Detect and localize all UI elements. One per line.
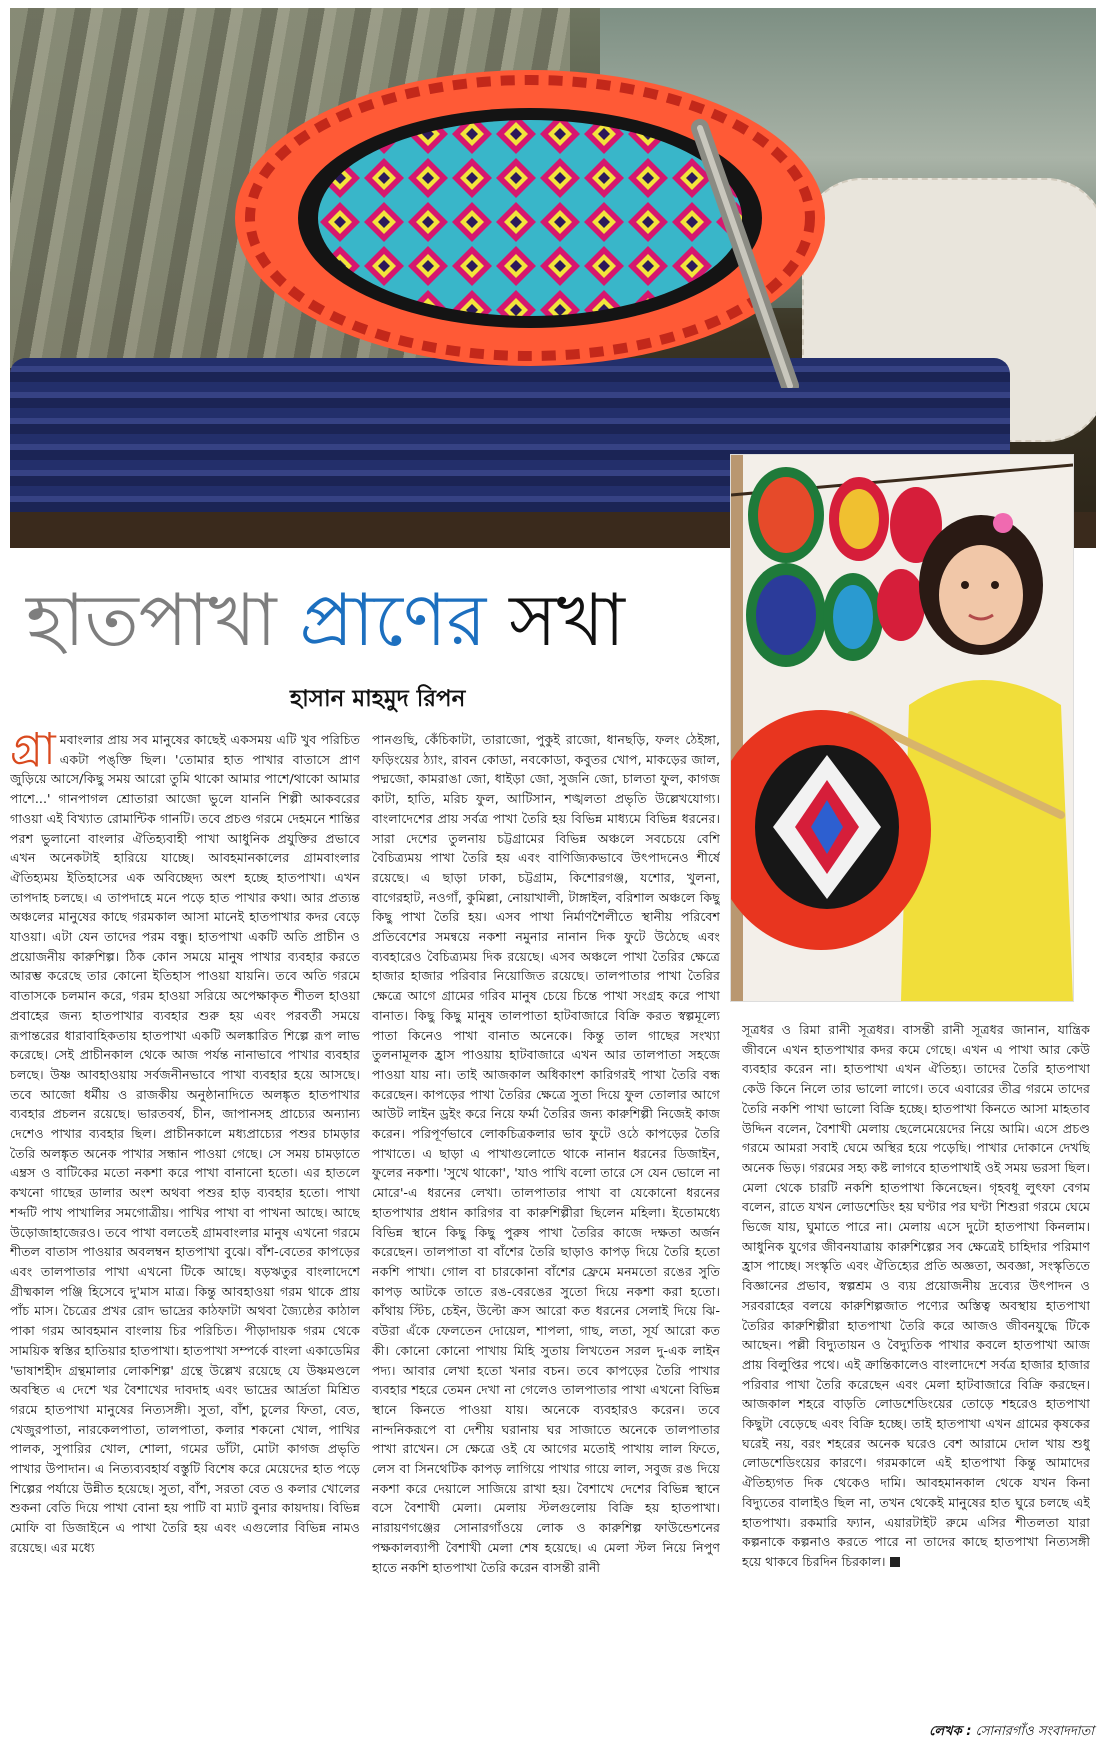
credit-label: লেখক : [929, 1724, 972, 1739]
headline-word-3: সখা [509, 578, 625, 662]
article-column-2 [372, 730, 720, 1748]
article-column-3 [742, 1020, 1090, 1708]
article-paragraph [10, 730, 360, 1558]
column-1-text: মবাংলার প্রায় সব মানুষের কাছেই একসময় এটি খুব পরিচিত একটা পঙ্‌ক্তি ছিল। 'তোমার হাত পাখার বাতাসে প্রাণ জুড়িয়ে আসে/কিছু সময় আরো তুমি থাকো আমার পাশে/থাকো আমার পাশে...' গানপাগল শ্রোতারা আজো ভুলে যাননি শিল্পী আকবরের গাওয়া এই বিখ্যাত রোমান্টিক গানটি। তবে প্রচণ্ড গরমে দেহমনে শান্তির পরশ ভুলানো বাংলার ঐতিহ্যবাহী পাখা আধুনিক প্রযুক্তির প্রভাবে এখন অনেকটাই হারিয়ে যাচ্ছে। আবহমানকালের গ্রামবাংলার ঐতিহ্যময় ইতিহাসের এক অবিচ্ছেদ্য অংশ হচ্ছে হাতপাখা। এখন তাপদাহ চলছে। এ তাপদাহে মনে পড়ে হাত পাখার কথা। আর প্রত্যন্ত অঞ্চলের মানুষের কাছে গরমকাল আসা মানেই হাতপাখার কদর বেড়ে যাওয়া। এটা যেন তাদের পরম বন্ধু। হাতপাখা একটি অতি প্রাচীন ও প্রয়োজনীয় কারুশিল্প। ঠিক কোন সময়ে মানুষ পাখার ব্যবহার করতে আরম্ভ করেছে তার কোনো ইতিহাস পাওয়া যায়নি। তবে অতি গরমে বাতাসকে চলমান করে, গরম হাওয়া সরিয়ে অপেক্ষাকৃত শীতল হাওয়া প্রবাহের জন্য হাতপাখার ব্যবহার শুরু হয় এবং পরবর্তী সময়ে রূপান্তরের ধারাবাহিকতায় হাতপাখা একটি অলঙ্কারিত শিল্পে রূপ লাভ করেছে। সেই প্রাচীনকাল থেকে আজ পর্যন্ত নানাভাবে পাখার ব্যবহার চলছে। উষ্ণ আবহাওয়ায় সর্বজনীনভাবে পাখা ব্যবহার হয়ে আসছে। তবে আজো ধর্মীয় ও রাজকীয় অনুষ্ঠানাদিতে অলঙ্কৃত হাতপাখার ব্যবহার প্রচলন রয়েছে। ভারতবর্ষ, চীন, জাপানসহ প্রাচ্যের অন্যান্য দেশেও পাখার ব্যবহার ছিল। প্রাচীনকালে মধ্যপ্রাচ্যের পশুর চামড়ার তৈরি অলঙ্কৃত অনেক পাখার সন্ধান পাওয়া গেছে। সে সময় চামড়াতে এম্ব্রস ও বাটিকের মতো নকশা করে পাখা বানানো হতো। এর হাতলে কখনো গাছের ডালার অংশ অথবা পশুর হাড় ব্যবহার হতো। পাখা শব্দটি পাখ পাখালির সমগোত্রীয়। পাখির পাখা বা পাখনা আছে। আছে উড়োজাহাজেরও। তবে পাখা বলতেই গ্রামবাংলার মানুষ এখনো গরমে শীতল বাতাস পাওয়ার অবলম্বন হাতপাখা বুঝে। বাঁশ-বেতের কাপড়ের এবং তালপাতার পাখা এখনো টিকে আছে। ষড়ঋতুর বাংলাদেশে গ্রীষ্মকাল পঞ্জি হিসেবে দু'মাস মাত্র। কিন্তু আবহাওয়া গরম থাকে প্রায় পাঁচ মাস। চৈত্রের প্রখর রোদ ভাদ্রের কাঠফাটা অথবা জ্যৈষ্ঠের কাঠাল পাকা গরম আবহমান বাংলায় চির পরিচিত। পীড়াদায়ক গরম থেকে সাময়িক স্বস্তির হাতিয়ার হাতপাখা। হাতপাখা সম্পর্কে বাংলা একাডেমির 'ভাষাশহীদ গ্রন্থমালার লোকশিল্প' গ্রন্থে উল্লেখ রয়েছে যে উষ্ণমণ্ডলে অবস্থিত এ দেশে খর বৈশাখের দাবদাহ এবং ভাদ্রের আর্দ্রতা মিশ্রিত গরমে হাতপাখা মানুষের নিত্যসঙ্গী। সুতা, বাঁশ, চুলের ফিতা, বেত, খেজুরপাতা, নারকেলপাতা, তালপাতা, কলার শকনো খোল, পাখির পালক, সুপারির খোল, শোলা, গমের ডাঁটা, মোটা কাগজ প্রভৃতি পাখার উপাদান। এ নিত্যব্যবহার্য বস্তুটি বিশেষ করে মেয়েদের হাত পড়ে শিল্পের পর্যায়ে উন্নীত হয়েছে। সুতা, বাঁশ, সরতা বেত ও কলার খোলের শুকনা বেতি দিয়ে পাখা বোনা হয় পাটি বা ম্যাট বুনার কায়দায়। বিভিন্ন মোফি বা ডিজাইনে এ পাখা তৈরি হয় এবং এগুলোর বিভিন্ন নামও রয়েছে। এর মধ্যে [10, 732, 360, 1555]
headline [26, 580, 716, 660]
girl-with-fans-illustration [731, 455, 1073, 1001]
article-paragraph [742, 1020, 1090, 1572]
headline-word-1: হাতপাখা [26, 578, 277, 662]
hand-fan-illustration [230, 68, 850, 388]
byline: হাসান মাহমুদ রিপন [290, 686, 466, 712]
column-3-text: সূত্রধর ও রিমা রানী সূত্রধর। বাসন্তী রানী সূত্রধর জানান, যান্ত্রিক জীবনে এখন হাতপাখার কদর কমে গেছে। এখন এ পাখা আর কেউ ব্যবহার করেন না। হাতপাখা এখন ঐতিহ্য। তাদের তৈরি হাতপাখা কেউ কিনে নিলে তার ভালো লাগে। তবে এবারের তীব্র গরমে তাদের তৈরি নকশি পাখা ভালো বিক্রি হচ্ছে। হাতপাখা কিনতে আসা মাহতাব উদ্দিন বলেন, বৈশাখী মেলায় ছেলেমেয়েদের নিয়ে আমি। এসে প্রচণ্ড গরমে আমরা সবাই ঘেমে অস্থির হয়ে পড়েছি। পাখার দোকানে দেখছি অনেক ভিড়। গরমের সহ্য কষ্ট লাগবে হাতপাখাই ওই সময় ভরসা ছিল। মেলা থেকে চারটি নকশি হাতপাখা কিনেছেন। গৃহবধূ লুৎফা বেগম বলেন, রাতে যখন লোডশেডিং হয় ঘণ্টার পর ঘণ্টা শিশুরা গরমে ঘেমে ভিজে যায়, ঘুমাতে পারে না। মেলায় এসে দুটো হাতপাখা কিনলাম। আধুনিক যুগের জীবনযাত্রায় কারুশিল্পের সব ক্ষেত্রেই চাহিদার পরিমাণ হ্রাস পাচ্ছে। সংস্কৃতি এবং ঐতিহ্যের প্রতি অজ্ঞতা, অবজ্ঞা, সংস্কৃতিতে বিজ্ঞানের প্রভাব, স্বল্পশ্রম ও ব্যয় প্রয়োজনীয় দ্রব্যের উৎপাদন ও সরবরাহের বলয়ে কারুশিল্পজাত পণ্যের অস্তিত্ব অবস্থায় হাতপাখা তৈরির কারুশিল্পীরা হাতপাখা তৈরি করে আজও জীবনযুদ্ধে টিকে আছেন। পল্লী বিদ্যুতায়ন ও বৈদ্যুতিক পাখার কবলে হাতপাখা আজ প্রায় বিলুপ্তির পথে। এই ক্রান্তিকালেও বাংলাদেশে সর্বত্র হাজার হাজার পরিবার পাখা তৈরি করেছেন এবং মেলা হাটবাজারে বিক্রি করছেন। আজকাল শহরে বাড়তি লোডশেডিংয়ের তোড়ে শহরেও হাতপাখা কিছুটা বেড়েছে এবং বিক্রি হচ্ছে। তাই হাতপাখা এখন গ্রামের কৃষকের ঘরেই নয়, বরং শহরের অনেক ঘরেও বেশ আরামে দোল খায় শুধু লোডশেডিংয়ের কারণে। গরমকালে এই হাতপাখা কিন্তু আমাদের ঐতিহ্যগত দিক থেকেও দামি। আবহমানকাল থেকে যখন কিনা বিদ্যুতের বালাইও ছিল না, তখন থেকেই মানুষের হাত ঘুরে চলছে এই হাতপাখা। রকমারি ফ্যান, এয়ারটাইট রুমে এসির শীতলতা যারা কল্পনাকে কল্পনাও করতে পারে না তাদের কাছে হাতপাখা নিত্যসঙ্গী হয়ে থাকবে চিরদিন চিরকাল। [742, 1022, 1090, 1569]
author-credit [929, 1722, 1094, 1743]
column-2-text: পানগুছি, কেঁচিকাটা, তারাজো, পুকুই রাজো, ধানছড়ি, ফলং ঠেইঙ্গা, ফড়িংয়ের ঠ্যাং, রাবন কোডা, নবকোডা, কবুতর খোপ, মাকড়ের জাল, পদ্মজো, কামরাঙা জো, ধাইড়া জো, সুজনি জো, চালতা ফুল, কাগজ কাটা, হাতি, মরিচ ফুল, আটিসান, শঙ্খলতা প্রভৃতি উল্লেখযোগ্য। বাংলাদেশের প্রায় সর্বত্র পাখা তৈরি হয় বিভিন্ন মাধ্যমে বিভিন্ন ধরনের। সারা দেশের তুলনায় চট্টগ্রামের বিভিন্ন অঞ্চলে সবচেয়ে বেশি বৈচিত্র্যময় পাখা তৈরি হয় এবং বাণিজ্যিকভাবে উৎপাদনেও শীর্ষে রয়েছে। এ ছাড়া ঢাকা, চট্টগ্রাম, কিশোরগঞ্জ, যশোর, খুলনা, বাগেরহাট, নওগাঁ, কুমিল্লা, নোয়াখালী, টাঙ্গাইল, বরিশাল অঞ্চলে কিছু কিছু পাখা তৈরি হয়। এসব পাখা নির্মাণশৈলীতে স্থানীয় পরিবেশ প্রতিবেশের সমন্বয়ে নকশা নমুনার নানান দিক ফুটে উঠেছে এবং ব্যবহারেও বৈচিত্র্যময় দিক রয়েছে। এসব অঞ্চলে পাখা তৈরির ক্ষেত্রে হাজার হাজার পরিবার নিয়োজিত রয়েছে। তালপাতার পাখা তৈরির ক্ষেত্রে আগে গ্রামের গরিব মানুষ চেয়ে চিন্তে পাখা সংগ্রহ করে পাখা বানাত। কিছু কিছু মানুষ তালপাতা হাটবাজারে বিক্রি করত স্বল্পমূল্যে পাতা কিনেও পাখা বানাত অনেকে। কিন্তু তাল গাছের সংখ্যা তুলনামূলক হ্রাস পাওয়ায় হাটবাজারে এখন আর তালপাতা সহজে পাওয়া যায় না। তাই আজকাল অধিকাংশ কারিগরই পাখা তৈরি বন্ধ করেছেন। কাপড়ের পাখা তৈরির ক্ষেত্রে সুতা দিয়ে ফুল তোলার আগে আউট লাইন ড্রইং করে নিয়ে ফর্মা তৈরির জন্য কারুশিল্পী নিজেই কাজ করেন। পরিপূর্ণভাবে লোকচিত্রকলার ভাব ফুটে ওঠে কাপড়ের তৈরি পাখাতে। এ ছাড়া এ পাখাগুলোতে থাকে নানান ধরনের ডিজাইন, ফুলের নকশা। 'সুখে থাকো', 'যাও পাখি বলো তারে সে যেন ভোলে না মোরে'-এ ধরনের লেখা। তালপাতার পাখা বা যেকোনো ধরনের হাতপাখার প্রধান কারিগর বা কারুশিল্পীরা ছিলেন মহিলা। ইতোমধ্যে বিভিন্ন স্থানে কিছু কিছু পুরুষ পাখা তৈরির কাজে দক্ষতা অর্জন করেছেন। তালপাতা বা বাঁশের তৈরি ছাড়াও কাপড় দিয়ে তৈরি হতো নকশি পাখা। গোল বা চারকোনা বাঁশের ফ্রেমে মনমতো রঙের সুতি কাপড় আটকে তাতে রঙ-বেরঙের সুতো দিয়ে নকশা করা হতো। কাঁথায় স্টিচ, চেইন, উল্টো ক্রস আরো কত ধরনের সেলাই দিয়ে ঝি-বউরা এঁকে ফেলতেন দোয়েল, শাপলা, গাছ, লতা, সূর্য আরো কত কী। কোনো কোনো পাখায় মিহি সুতায় লিখতেন সরল দু-এক লাইন পদ্য। আবার লেখা হতো খনার বচন। তবে কাপড়ের তৈরি পাখার ব্যবহার শহরে তেমন দেখা না গেলেও তালপাতার পাখা এখনো বিভিন্ন স্থানে কিনতে পাওয়া যায়। অনেকে ব্যবহারও করেন। তবে নান্দনিকরূপে বা দেশীয় ঘরানায় ঘর সাজাতে অনেকে তালপাতার পাখা রাখেন। সে ক্ষেত্রে ওই যে আগের মতোই পাখায় লাল ফিতে, লেস বা সিনথেটিক কাপড় লাগিয়ে পাখার গায়ে লাল, সবুজ রঙ দিয়ে নকশা করে দেয়ালে সাজিয়ে রাখা হয়। বৈশাখে দেশের বিভিন্ন স্থানে বসে বৈশাখী মেলা। মেলায় স্টলগুলোয় বিক্রি হয় হাতপাখা। নারায়ণগঞ্জের সোনারগাঁওয়ে লোক ও কারুশিল্প ফাউন্ডেশনের পক্ষকালব্যাপী বৈশাখী মেলা শেষ হয়েছে। এ মেলা স্টল নিয়ে নিপুণ হাতে নকশি হাতপাখা তৈরি করেন বাসন্তী রানী [372, 732, 720, 1575]
girl-with-fans-photo [730, 454, 1074, 1002]
article-column-1 [10, 730, 360, 1748]
headline-word-2: প্রাণের [299, 578, 487, 662]
credit-text: সোনারগাঁও সংবাদদাতা [975, 1724, 1094, 1739]
end-mark-icon [890, 1557, 900, 1567]
drop-cap: গ্রা [10, 730, 56, 775]
